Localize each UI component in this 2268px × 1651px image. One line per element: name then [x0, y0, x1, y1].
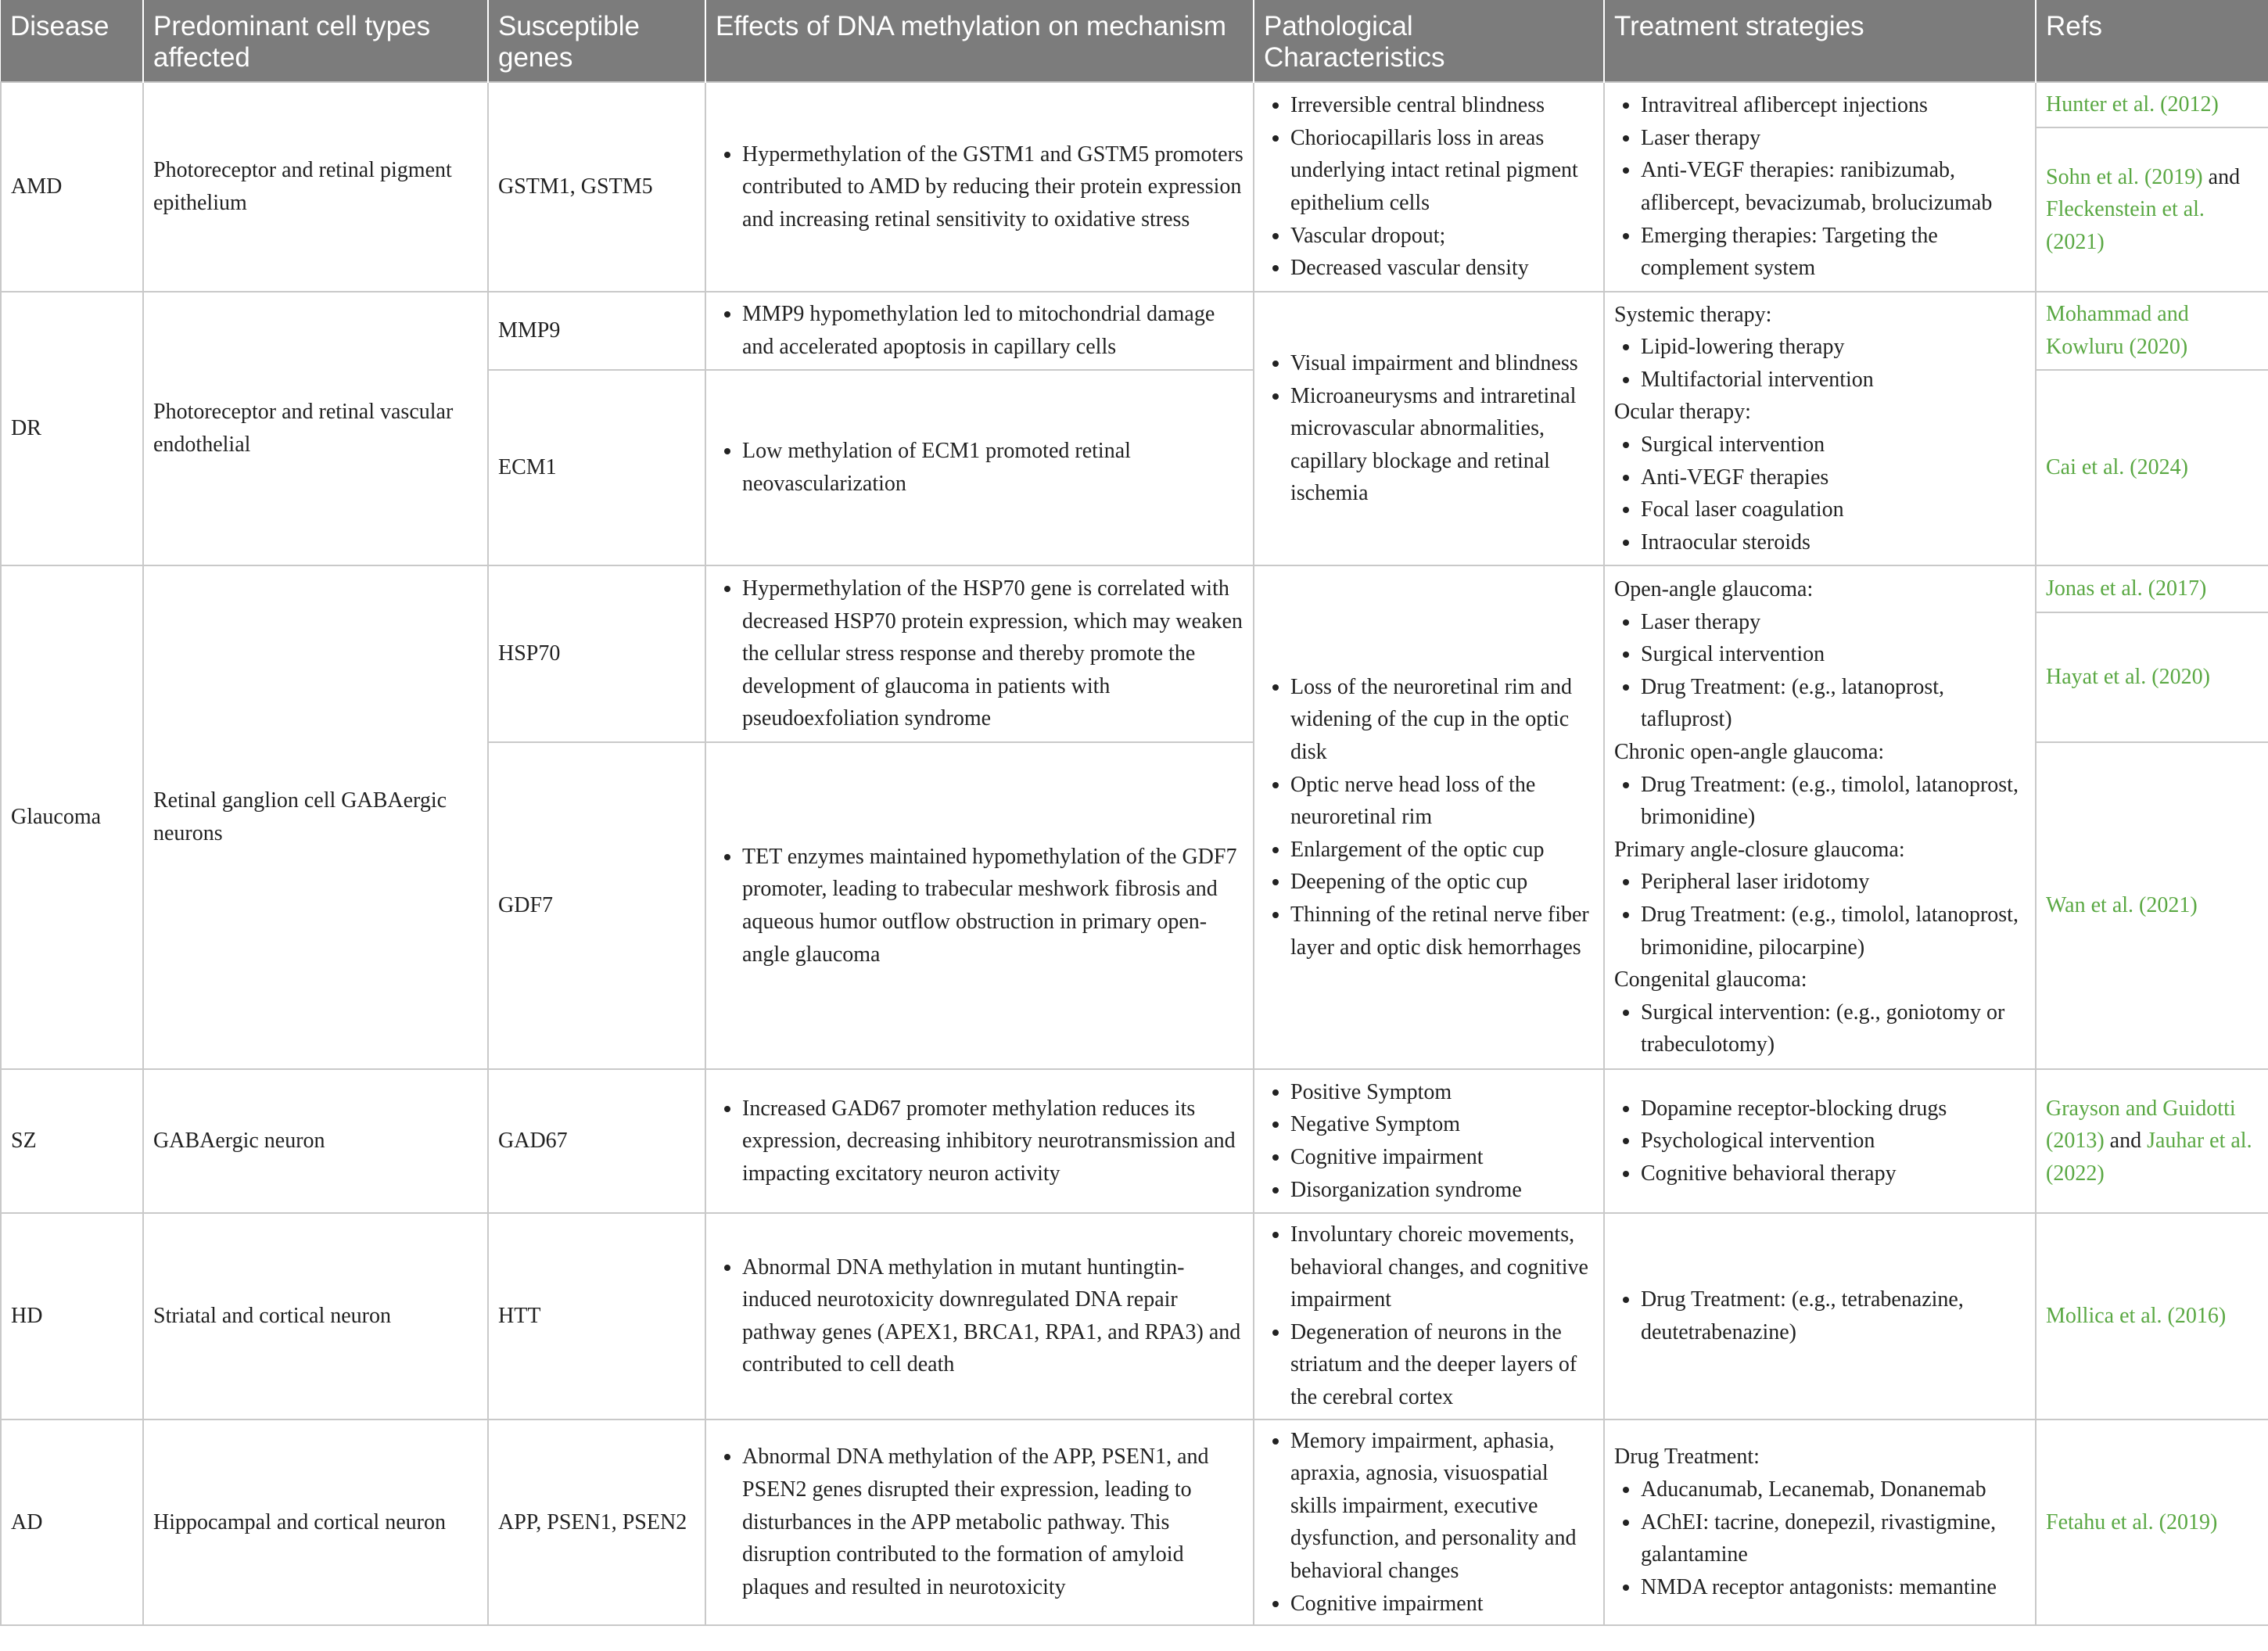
list-item: • Choriocapillaris loss in areas underlying intact retinal pigment epithelium cells [1290, 122, 1594, 220]
list-item: • Loss of the neuroretinal rim and widening of the cup in the optic disk [1290, 671, 1594, 769]
treatment-cell [1604, 82, 2036, 292]
ref-link[interactable]: Hayat et al. (2020) [2046, 665, 2210, 690]
treatment-list [1614, 866, 2026, 964]
header-row [1, 0, 2268, 82]
ref-cell [2036, 1420, 2268, 1626]
list-item: • Positive Symptom [1290, 1076, 1594, 1109]
list-item: • Intraocular steroids [1641, 526, 2026, 559]
effects-list [716, 572, 1243, 735]
genes-cell: GAD67 [488, 1069, 705, 1213]
list-item: • Peripheral laser iridotomy [1641, 866, 2026, 899]
list-item: • Visual impairment and blindness [1290, 347, 1594, 380]
header-treatment-strategies: Treatment strategies [1604, 0, 2036, 82]
list-item: • TET enzymes maintained hypomethylation of the GDF7 promoter, leading to trabecular meshwork fibrosis and aqueous humor outflow obstruction in primary open-angle glaucoma [742, 841, 1243, 971]
effects-list [716, 1251, 1243, 1381]
ref-link[interactable]: Wan et al. (2021) [2046, 893, 2198, 918]
disease-cell: DR [1, 292, 143, 565]
treatment-heading: Open-angle glaucoma: [1614, 577, 1814, 602]
pathology-list [1264, 1425, 1594, 1620]
ref-cell [2036, 82, 2268, 127]
list-item: • Vascular dropout; [1290, 220, 1594, 253]
treatment-heading: Systemic therapy: [1614, 302, 1772, 327]
pathology-cell [1254, 1069, 1604, 1213]
list-item: • Memory impairment, aphasia, apraxia, agnosia, visuospatial skills impairment, executive dysfunction, and personality and behavioral changes [1290, 1425, 1594, 1588]
pathology-list [1264, 347, 1594, 510]
list-item: • Thinning of the retinal nerve fiber layer and optic disk hemorrhages [1290, 899, 1594, 964]
cell-types-cell: GABAergic neuron [143, 1069, 488, 1213]
effects-cell [705, 1213, 1254, 1420]
genes-cell: GDF7 [488, 742, 705, 1069]
effects-cell [705, 370, 1254, 565]
treatment-list [1614, 1283, 2026, 1348]
pathology-cell [1254, 1420, 1604, 1626]
list-item: • Drug Treatment: (e.g., tetrabenazine, deutetrabenazine) [1641, 1283, 2026, 1348]
effects-list [716, 298, 1243, 363]
treatment-list [1614, 429, 2026, 558]
treatment-heading: Ocular therapy: [1614, 400, 1751, 425]
list-item: • Abnormal DNA methylation of the APP, PSEN1, and PSEN2 genes disrupted their expression, leading to disturbances in the APP metabolic pathway. This disruption contributed to the formation of amyloid plaques and resulted in neurotoxicity [742, 1441, 1243, 1603]
list-item: • Drug Treatment: (e.g., latanoprost, tafluprost) [1641, 671, 2026, 736]
ref-cell [2036, 370, 2268, 565]
ref-cell [2036, 127, 2268, 292]
list-item: • Intravitreal aflibercept injections [1641, 89, 2026, 122]
ref-link[interactable]: Grayson and Guidotti (2013) [2046, 1096, 2236, 1154]
genes-cell: MMP9 [488, 292, 705, 370]
pathology-list [1264, 89, 1594, 285]
table-row-sz [1, 1069, 2268, 1213]
header-methylation-effects: Effects of DNA methylation on mechanism [705, 0, 1254, 82]
treatment-list [1614, 996, 2026, 1061]
list-item: • Surgical intervention [1641, 638, 2026, 671]
treatment-list [1614, 89, 2026, 285]
pathology-cell [1254, 565, 1604, 1069]
ref-conjunction: and [2104, 1129, 2148, 1154]
effects-cell [705, 742, 1254, 1069]
pathology-list [1264, 1076, 1594, 1206]
genes-cell: ECM1 [488, 370, 705, 565]
header-disease: Disease [1, 0, 143, 82]
treatment-cell [1604, 565, 2036, 1069]
treatment-list [1614, 606, 2026, 736]
effects-list [716, 841, 1243, 971]
list-item: • Cognitive impairment [1290, 1588, 1594, 1620]
list-item: • Anti-VEGF therapies: ranibizumab, aflibercept, bevacizumab, brolucizumab [1641, 154, 2026, 219]
list-item: • Disorganization syndrome [1290, 1174, 1594, 1207]
ref-link[interactable]: Cai et al. (2024) [2046, 455, 2188, 480]
disease-cell: AMD [1, 82, 143, 292]
cell-types-cell: Retinal ganglion cell GABAergic neurons [143, 565, 488, 1069]
ref-link[interactable]: Mohammad and Kowluru (2020) [2046, 302, 2189, 359]
header-cell-types: Predominant cell types affected [143, 0, 488, 82]
genes-cell: HSP70 [488, 565, 705, 742]
pathology-cell [1254, 1213, 1604, 1420]
disease-cell: SZ [1, 1069, 143, 1213]
disease-cell: Glaucoma [1, 565, 143, 1069]
list-item: • Dopamine receptor-blocking drugs [1641, 1093, 2026, 1125]
ref-cell [2036, 565, 2268, 612]
list-item: • NMDA receptor antagonists: memantine [1641, 1571, 2026, 1604]
list-item: • Involuntary choreic movements, behavioral changes, and cognitive impairment [1290, 1219, 1594, 1316]
pathology-cell [1254, 82, 1604, 292]
treatment-list [1614, 1093, 2026, 1190]
effects-list [716, 138, 1243, 236]
list-item: • Cognitive behavioral therapy [1641, 1157, 2026, 1190]
ref-cell [2036, 1069, 2268, 1213]
list-item: • Cognitive impairment [1290, 1141, 1594, 1174]
treatment-cell [1604, 1420, 2036, 1626]
treatment-cell [1604, 1069, 2036, 1213]
effects-list [716, 1441, 1243, 1603]
genes-cell: HTT [488, 1213, 705, 1420]
list-item: • Microaneurysms and intraretinal microvascular abnormalities, capillary blockage and retinal ischemia [1290, 380, 1594, 510]
list-item: • Enlargement of the optic cup [1290, 834, 1594, 867]
table-row-ad [1, 1420, 2268, 1626]
ref-link[interactable]: Sohn et al. (2019) [2046, 164, 2203, 189]
list-item: • Drug Treatment: (e.g., timolol, latanoprost, brimonidine, pilocarpine) [1641, 899, 2026, 964]
list-item: • Deepening of the optic cup [1290, 866, 1594, 899]
list-item: • Drug Treatment: (e.g., timolol, latanoprost, brimonidine) [1641, 769, 2026, 834]
list-item: • Abnormal DNA methylation in mutant huntingtin-induced neurotoxicity downregulated DNA repair pathway genes (APEX1, BRCA1, RPA1, and RPA3) and contributed to cell death [742, 1251, 1243, 1381]
table-row-hd [1, 1213, 2268, 1420]
pathology-cell [1254, 292, 1604, 565]
list-item: • Low methylation of ECM1 promoted retinal neovascularization [742, 435, 1243, 500]
ref-link[interactable]: Fetahu et al. (2019) [2046, 1509, 2218, 1534]
treatment-heading: Chronic open-angle glaucoma: [1614, 740, 1885, 765]
disease-cell: HD [1, 1213, 143, 1420]
list-item: • Decreased vascular density [1290, 252, 1594, 285]
ref-link[interactable]: Hunter et al. (2012) [2046, 92, 2219, 117]
list-item: • Laser therapy [1641, 606, 2026, 639]
cell-types-cell: Photoreceptor and retinal pigment epithelium [143, 82, 488, 292]
list-item: • Hypermethylation of the HSP70 gene is correlated with decreased HSP70 protein expression, which may weaken the cellular stress response and thereby promote the development of glaucoma in patients with pseudoexfoliation syndrome [742, 572, 1243, 735]
table-row-dr [1, 292, 2268, 370]
table-row-glaucoma [1, 565, 2268, 612]
treatment-heading: Primary angle-closure glaucoma: [1614, 837, 1905, 862]
treatment-heading: Drug Treatment: [1614, 1445, 1760, 1470]
disease-cell: AD [1, 1420, 143, 1626]
list-item: • AChEI: tacrine, donepezil, rivastigmine, galantamine [1641, 1506, 2026, 1571]
list-item: • Psychological intervention [1641, 1125, 2026, 1157]
list-item: • Focal laser coagulation [1641, 494, 2026, 526]
ref-cell [2036, 612, 2268, 742]
list-item: • Anti-VEGF therapies [1641, 461, 2026, 494]
list-item: • Irreversible central blindness [1290, 89, 1594, 122]
genes-cell: GSTM1, GSTM5 [488, 82, 705, 292]
header-pathological-characteristics: Pathological Characteristics [1254, 0, 1604, 82]
treatment-cell [1604, 1213, 2036, 1420]
treatment-heading: Congenital glaucoma: [1614, 967, 1807, 992]
list-item: • Surgical intervention [1641, 429, 2026, 461]
effects-cell [705, 1420, 1254, 1626]
list-item: • Aducanumab, Lecanemab, Donanemab [1641, 1473, 2026, 1506]
treatment-cell [1604, 292, 2036, 565]
list-item: • Increased GAD67 promoter methylation reduces its expression, decreasing inhibitory neurotransmission and impacting excitatory neuron activity [742, 1093, 1243, 1190]
table-row-amd [1, 82, 2268, 127]
cell-types-cell: Photoreceptor and retinal vascular endothelial [143, 292, 488, 565]
list-item: • MMP9 hypomethylation led to mitochondrial damage and accelerated apoptosis in capillary cells [742, 298, 1243, 363]
treatment-list [1614, 331, 2026, 396]
ref-conjunction: and [2202, 164, 2241, 189]
list-item: • Emerging therapies: Targeting the complement system [1641, 220, 2026, 285]
effects-cell [705, 565, 1254, 742]
effects-cell [705, 292, 1254, 370]
pathology-list [1264, 671, 1594, 964]
genes-cell: APP, PSEN1, PSEN2 [488, 1420, 705, 1626]
header-refs: Refs [2036, 0, 2268, 82]
list-item: • Multifactorial intervention [1641, 364, 2026, 397]
ref-link[interactable]: Fleckenstein et al. (2021) [2046, 197, 2205, 254]
ref-cell [2036, 1213, 2268, 1420]
list-item: • Lipid-lowering therapy [1641, 331, 2026, 364]
list-item: • Optic nerve head loss of the neuroretinal rim [1290, 769, 1594, 834]
ref-link[interactable]: Jauhar et al. (2022) [2046, 1129, 2252, 1186]
effects-list [716, 1093, 1243, 1190]
list-item: • Degeneration of neurons in the striatum and the deeper layers of the cerebral cortex [1290, 1316, 1594, 1414]
table-header [1, 0, 2268, 82]
effects-cell [705, 1069, 1254, 1213]
treatment-list [1614, 769, 2026, 834]
cell-types-cell: Hippocampal and cortical neuron [143, 1420, 488, 1626]
ref-link[interactable]: Mollica et al. (2016) [2046, 1303, 2227, 1328]
list-item: • Negative Symptom [1290, 1108, 1594, 1141]
ref-link[interactable]: Jonas et al. (2017) [2046, 576, 2207, 601]
effects-cell [705, 82, 1254, 292]
header-susceptible-genes: Susceptible genes [488, 0, 705, 82]
list-item: • Hypermethylation of the GSTM1 and GSTM5 promoters contributed to AMD by reducing their protein expression and increasing retinal sensitivity to oxidative stress [742, 138, 1243, 236]
table-body [1, 82, 2268, 1625]
ref-cell [2036, 292, 2268, 370]
effects-list [716, 435, 1243, 500]
pathology-list [1264, 1219, 1594, 1414]
ref-cell [2036, 742, 2268, 1069]
treatment-list [1614, 1473, 2026, 1603]
cell-types-cell: Striatal and cortical neuron [143, 1213, 488, 1420]
list-item: • Laser therapy [1641, 122, 2026, 155]
list-item: • Surgical intervention: (e.g., goniotomy or trabeculotomy) [1641, 996, 2026, 1061]
